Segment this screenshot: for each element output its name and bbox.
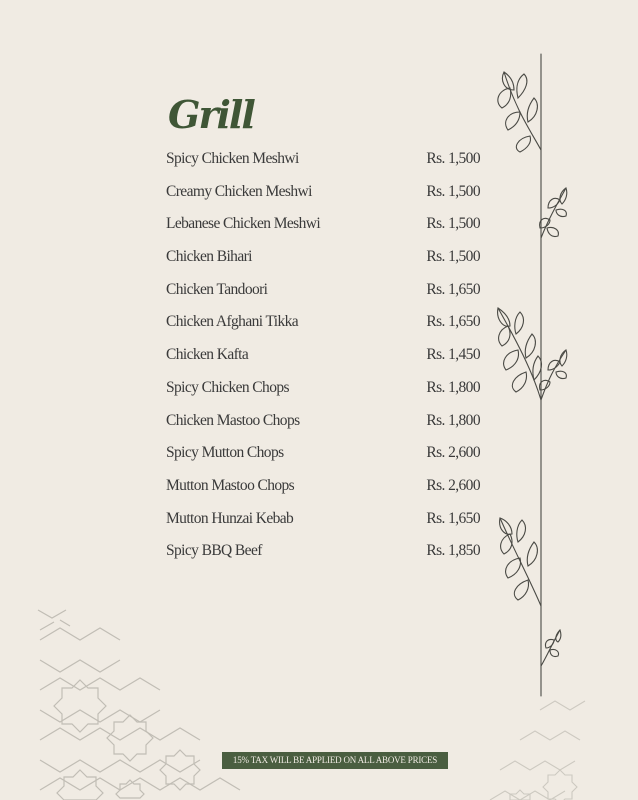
- menu-item: [166, 542, 486, 575]
- menu-item: [166, 412, 486, 445]
- item-name: Spicy Chicken Chops: [166, 378, 289, 396]
- item-name: Spicy BBQ Beef: [166, 542, 262, 560]
- item-price: Rs. 1,650: [426, 313, 480, 331]
- menu-item: [166, 281, 486, 314]
- item-name: Chicken Bihari: [166, 248, 252, 266]
- item-name: Lebanese Chicken Meshwi: [166, 215, 321, 233]
- item-name: Chicken Mastoo Chops: [166, 411, 300, 429]
- menu-item: [166, 510, 486, 543]
- item-name: Chicken Tandoori: [166, 280, 268, 298]
- leaf-vine-icon: [490, 50, 590, 710]
- menu-item: [166, 215, 486, 248]
- item-price: Rs. 1,800: [426, 378, 480, 396]
- item-name: Mutton Hunzai Kebab: [166, 509, 294, 527]
- item-name: Creamy Chicken Meshwi: [166, 182, 312, 200]
- item-name: Spicy Chicken Meshwi: [166, 150, 299, 167]
- item-price: Rs. 1,500: [426, 150, 480, 167]
- item-price: Rs. 1,650: [426, 509, 480, 527]
- item-price: Rs. 2,600: [426, 444, 480, 462]
- menu-item: [166, 248, 486, 281]
- tax-note-badge: 15% TAX WILL BE APPLIED ON ALL ABOVE PRICES: [222, 752, 448, 769]
- item-price: Rs. 1,800: [426, 411, 480, 429]
- menu-item: [166, 477, 486, 510]
- item-name: Chicken Kafta: [166, 346, 249, 364]
- item-name: Mutton Mastoo Chops: [166, 476, 295, 494]
- item-name: Chicken Afghani Tikka: [166, 313, 299, 331]
- menu-list: [166, 150, 486, 575]
- menu-item: [166, 313, 486, 346]
- item-price: Rs. 1,450: [426, 346, 480, 364]
- menu-item: [166, 150, 486, 183]
- menu-item: [166, 346, 486, 379]
- menu-item: [166, 444, 486, 477]
- item-price: Rs. 1,850: [426, 542, 480, 560]
- item-price: Rs. 1,500: [426, 182, 480, 200]
- menu-item: [166, 183, 486, 216]
- menu-item: [166, 379, 486, 412]
- item-price: Rs. 1,500: [426, 248, 480, 266]
- item-name: Spicy Mutton Chops: [166, 444, 284, 462]
- item-price: Rs. 2,600: [426, 476, 480, 494]
- menu-title: Grill: [168, 92, 254, 137]
- item-price: Rs. 1,500: [426, 215, 480, 233]
- item-price: Rs. 1,650: [426, 280, 480, 298]
